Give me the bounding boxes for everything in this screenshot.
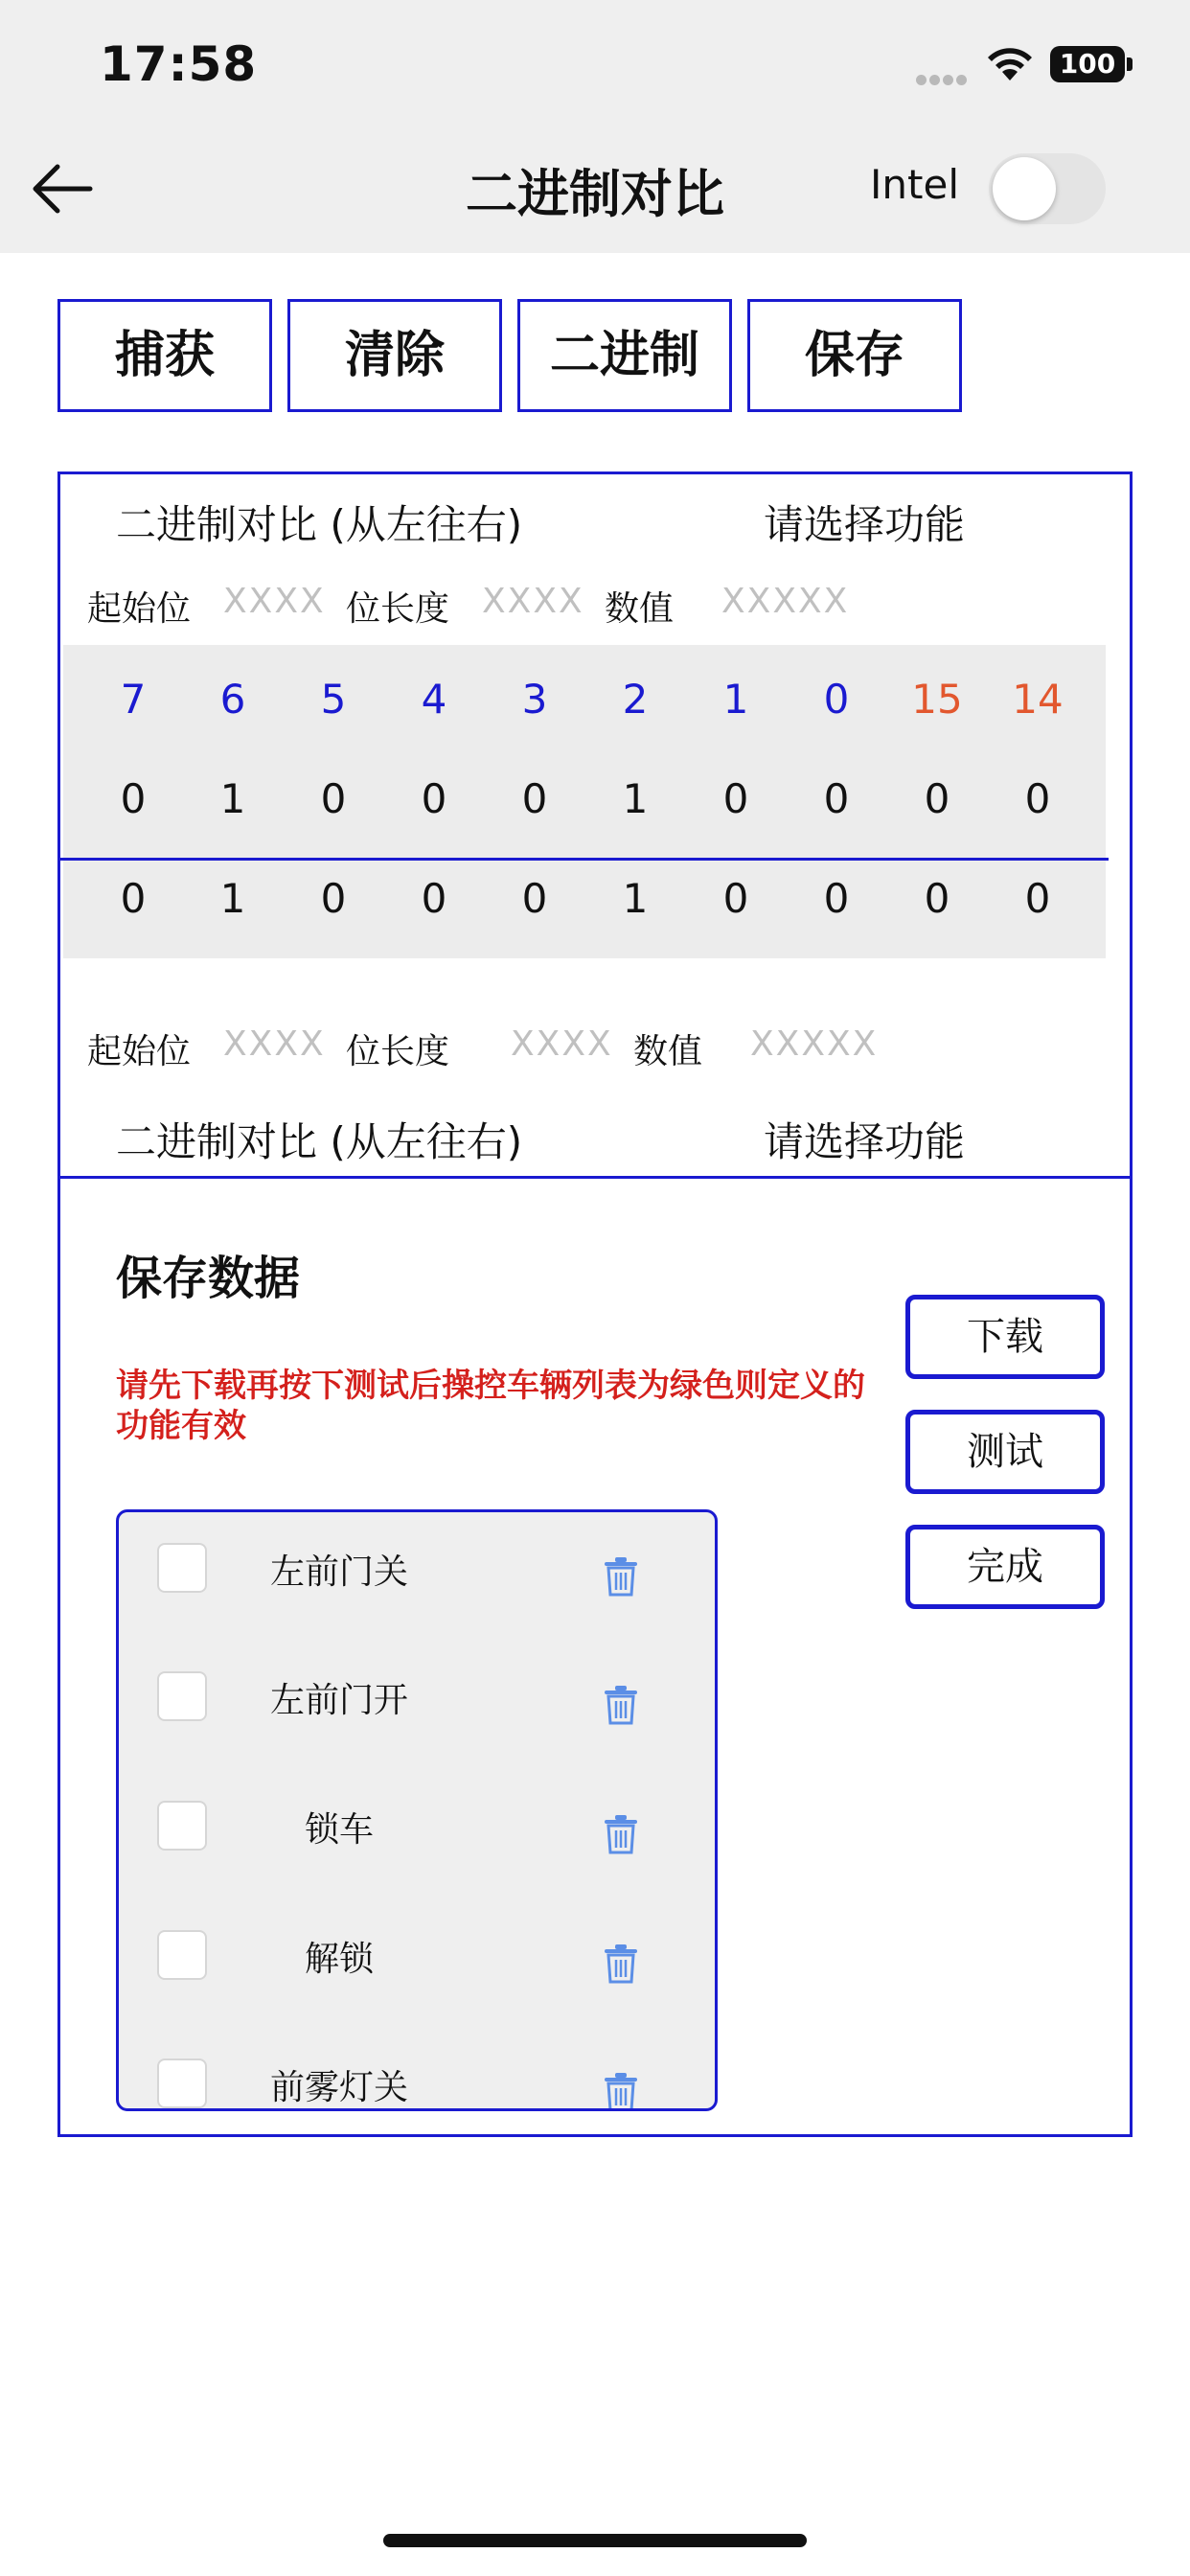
binary-button[interactable]: 二进制 (517, 299, 732, 412)
bit-index: 15 (911, 676, 963, 723)
test-button[interactable]: 测试 (905, 1410, 1105, 1494)
bit-index: 4 (421, 676, 447, 723)
bit-value: 0 (1024, 775, 1051, 822)
item-checkbox[interactable] (157, 1671, 207, 1721)
list-item[interactable] (119, 1780, 715, 1908)
bit-compare-value: 0 (924, 875, 950, 922)
trash-icon[interactable] (602, 1814, 640, 1854)
battery-icon: 100 (1050, 46, 1125, 82)
intel-toggle-label: Intel (870, 161, 959, 208)
download-button[interactable]: 下载 (905, 1295, 1105, 1379)
bit-index: 2 (622, 676, 649, 723)
bit-index: 7 (120, 676, 147, 723)
page-title: 二进制对比 (466, 164, 724, 224)
lower-value-input[interactable]: XXXXX (750, 1024, 879, 1064)
bit-index: 1 (722, 676, 749, 723)
list-item[interactable] (119, 1909, 715, 2037)
bit-value: 0 (722, 775, 749, 822)
bit-compare-value: 0 (421, 875, 447, 922)
bit-compare-value: 0 (823, 875, 850, 922)
toggle-knob (993, 157, 1056, 220)
trash-icon[interactable] (602, 1944, 640, 1984)
bit-value: 0 (120, 775, 147, 822)
lower-value-label: 数值 (633, 1032, 703, 1071)
capture-button[interactable]: 捕获 (57, 299, 272, 412)
intel-toggle[interactable] (989, 153, 1106, 224)
bit-compare-value: 0 (120, 875, 147, 922)
upper-length-input[interactable]: XXXX (482, 582, 584, 621)
list-item[interactable] (119, 1650, 715, 1779)
save-button[interactable]: 保存 (747, 299, 962, 412)
home-indicator (383, 2534, 807, 2547)
item-label: 锁车 (304, 1810, 374, 1850)
signal-icon (916, 71, 972, 82)
section-divider (60, 1176, 1130, 1179)
lower-length-label: 位长度 (346, 1032, 450, 1071)
lower-compare-title: 二进制对比 (从左往右) (116, 1118, 523, 1165)
save-data-title: 保存数据 (116, 1252, 301, 1305)
list-item[interactable] (119, 1522, 715, 1650)
bit-value: 1 (622, 775, 649, 822)
lower-start-input[interactable]: XXXX (223, 1024, 326, 1064)
bit-value: 1 (219, 775, 246, 822)
trash-icon[interactable] (602, 1685, 640, 1725)
lower-start-label: 起始位 (87, 1032, 192, 1071)
upper-value-label: 数值 (605, 589, 675, 629)
bit-value: 0 (823, 775, 850, 822)
lower-length-input[interactable]: XXXX (511, 1024, 613, 1064)
upper-function-select[interactable]: 请选择功能 (764, 501, 966, 548)
bit-index: 0 (823, 676, 850, 723)
item-label: 解锁 (304, 1940, 374, 1979)
bit-index: 3 (521, 676, 548, 723)
bit-compare-value: 0 (320, 875, 347, 922)
bit-compare-value: 1 (219, 875, 246, 922)
item-label: 左前门关 (269, 1552, 408, 1592)
upper-value-input[interactable]: XXXXX (721, 582, 850, 621)
item-checkbox[interactable] (157, 1801, 207, 1851)
upper-start-label: 起始位 (87, 589, 192, 629)
bit-value: 0 (320, 775, 347, 822)
battery-tip (1127, 58, 1133, 71)
status-time: 17:58 (100, 36, 258, 92)
item-checkbox[interactable] (157, 1543, 207, 1593)
item-checkbox[interactable] (157, 1930, 207, 1980)
upper-length-label: 位长度 (346, 589, 450, 629)
upper-start-input[interactable]: XXXX (223, 582, 326, 621)
bit-compare-value: 0 (1024, 875, 1051, 922)
bit-value: 0 (521, 775, 548, 822)
bit-compare-value: 1 (622, 875, 649, 922)
upper-compare-title: 二进制对比 (从左往右) (116, 501, 523, 548)
trash-icon[interactable] (602, 2072, 640, 2111)
binary-compare-panel (57, 472, 1133, 2137)
lower-function-select[interactable]: 请选择功能 (764, 1118, 966, 1165)
list-item[interactable] (119, 2037, 715, 2111)
bit-value: 0 (924, 775, 950, 822)
item-checkbox[interactable] (157, 2058, 207, 2108)
clear-button[interactable]: 清除 (287, 299, 502, 412)
item-label: 前雾灯关 (269, 2068, 408, 2107)
done-button[interactable]: 完成 (905, 1525, 1105, 1609)
bit-compare-value: 0 (722, 875, 749, 922)
bit-index: 6 (219, 676, 246, 723)
bit-value: 0 (421, 775, 447, 822)
bit-index: 14 (1012, 676, 1064, 723)
bit-compare-value: 0 (521, 875, 548, 922)
wifi-icon (985, 42, 1035, 82)
top-bar (0, 0, 1190, 253)
item-label: 左前门开 (269, 1681, 408, 1720)
function-list[interactable] (116, 1509, 718, 2111)
instruction-notice: 请先下载再按下测试后操控车辆列表为绿色则定义的功能有效 (116, 1367, 865, 1445)
bit-index: 5 (320, 676, 347, 723)
trash-icon[interactable] (602, 1556, 640, 1597)
